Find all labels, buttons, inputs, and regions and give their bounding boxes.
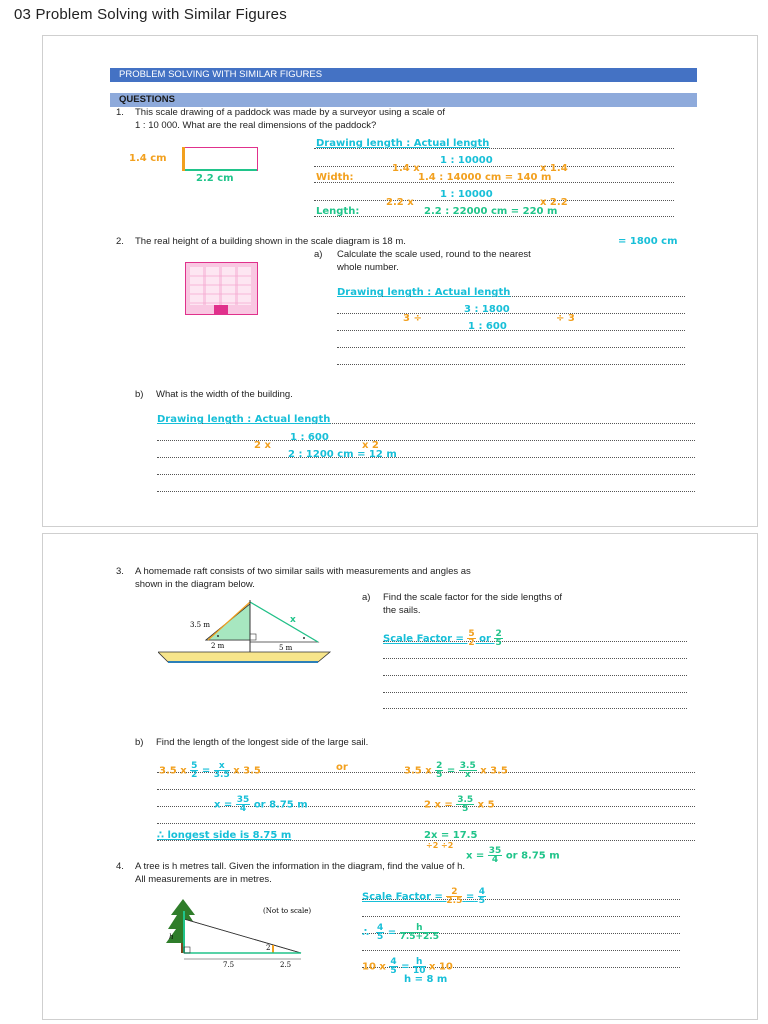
q1-hw-heading: Drawing length : Actual length	[316, 138, 490, 149]
q2a-text-line2: whole number.	[337, 262, 399, 273]
q4-text-line2: All measurements are in metres.	[135, 874, 272, 885]
q2-text: The real height of a building shown in the scale diagram is 18 m.	[135, 236, 406, 247]
base-label-7-5: 7.5	[223, 961, 235, 969]
q3b-hw-final: x = $\frac{35}{4}$ or 8.75 m	[466, 846, 560, 865]
q1-hw-ratio2: 1 : 10000	[440, 189, 493, 200]
paddock-width-label: 2.2 cm	[196, 173, 234, 184]
q2a-hw-div: 3 ÷	[403, 313, 422, 324]
q2b-hw-ratio1: 1 : 600	[290, 432, 329, 443]
paddock-width-mark	[185, 169, 257, 171]
q3b-text: Find the length of the longest side of the large sail.	[156, 737, 369, 748]
raft-sail-diagram	[158, 600, 333, 668]
q1-hw-length-label: Length:	[316, 206, 360, 217]
q3-text-line1: A homemade raft consists of two similar sails with measurements and angles as	[135, 566, 471, 577]
q1-hw-length-value: 2.2 : 22000 cm = 220 m	[424, 206, 558, 217]
q1-hw-mult2: 2.2 x	[386, 197, 414, 208]
base-label-2-5: 2.5	[280, 961, 292, 969]
q1-text-line2: 1 : 10 000. What are the real dimensions of the paddock?	[135, 120, 377, 131]
tree-triangle-diagram	[163, 897, 333, 969]
q2-number: 2.	[116, 236, 124, 247]
q2b-hw-mult: 2 x	[254, 440, 271, 451]
q2a-text-line1: Calculate the scale used, round to the nearest	[337, 249, 531, 260]
q1-hw-mult1: 1.4 x	[392, 163, 420, 174]
q3a-hw-scale-factor: Scale Factor = $\frac{5}{2}$ or $\frac{2}{5}$	[383, 629, 502, 648]
questions-header: QUESTIONS	[110, 93, 697, 107]
q3b-label: b)	[135, 737, 144, 748]
q3b-hw-line1-left: 3.5 x $\frac{5}{2}$ = $\frac{x}{3.5}$ x 3.5	[159, 761, 261, 780]
q1-hw-width-label: Width:	[316, 172, 354, 183]
q4-text-line1: A tree is h metres tall. Given the information in the diagram, find the value of h.	[135, 861, 466, 872]
building-drawing	[185, 262, 259, 316]
pole-label-2: 2	[266, 944, 271, 952]
q2a-hw-ratio1: 3 : 1800	[464, 304, 510, 315]
section-banner: PROBLEM SOLVING WITH SIMILAR FIGURES	[110, 68, 697, 82]
sail-label-3-5: 3.5 m	[190, 621, 210, 629]
q2a-label: a)	[314, 249, 323, 260]
q1-hw-mult1b: x 1.4	[540, 163, 568, 174]
sail-label-5: 5 m	[279, 644, 293, 652]
paddock-height-mark	[182, 147, 185, 171]
paddock-height-label: 1.4 cm	[129, 153, 167, 164]
q3-number: 3.	[116, 566, 124, 577]
q4-hw-equation1: ∴ $\frac{4}{5}$ = $\frac{h}{7.5+2.5}$	[362, 923, 439, 942]
q2b-hw-heading: Drawing length : Actual length	[157, 414, 331, 425]
q3b-hw-longest: ∴ longest side is 8.75 m	[157, 830, 292, 841]
q2a-hw-ratio2: 1 : 600	[468, 321, 507, 332]
diagram-note: (Not to scale)	[263, 907, 312, 915]
q4-hw-scale-factor: Scale Factor = $\frac{2}{2.5}$ = $\frac{4}{5}$	[362, 887, 485, 906]
q2-hw-conversion: = 1800 cm	[618, 236, 678, 247]
q3b-hw-or: or	[336, 762, 348, 773]
q3a-label: a)	[362, 592, 371, 603]
sail-label-x: x	[290, 615, 296, 625]
tree-label-h: h	[169, 933, 174, 941]
q3b-hw-line2-right: 2 x = $\frac{3.5}{5}$ x 5	[424, 795, 495, 814]
paddock-rectangle	[184, 147, 258, 171]
q1-hw-ratio1: 1 : 10000	[440, 155, 493, 166]
q3b-hw-2x: 2x = 17.5	[424, 830, 478, 841]
q2b-text: What is the width of the building.	[156, 389, 293, 400]
q2a-hw-divb: ÷ 3	[556, 313, 575, 324]
q4-hw-answer: h = 8 m	[404, 974, 448, 985]
q3a-text-line1: Find the scale factor for the side lengths of	[383, 592, 563, 603]
q2b-label: b)	[135, 389, 144, 400]
q4-number: 4.	[116, 861, 124, 872]
q3b-hw-line1-right: 3.5 x $\frac{2}{5}$ = $\frac{3.5}{x}$ x 3.5	[404, 761, 508, 780]
q2b-hw-ratio2: 2 : 1200 cm = 12 m	[288, 449, 397, 460]
q4-hw-equation2: 10 x $\frac{4}{5}$ = $\frac{h}{10}$ x 10	[362, 957, 453, 976]
q2b-hw-multb: x 2	[362, 440, 379, 451]
sail-label-2: 2 m	[211, 642, 225, 650]
page-title: 03 Problem Solving with Similar Figures	[14, 6, 287, 23]
q1-text-line1: This scale drawing of a paddock was made by a surveyor using a scale of	[135, 107, 445, 118]
q3b-hw-x-result: x = $\frac{35}{4}$ or 8.75 m	[214, 795, 308, 814]
q2a-hw-heading: Drawing length : Actual length	[337, 287, 511, 298]
q1-hw-mult2b: x 2.2	[540, 197, 568, 208]
q3-text-line2: shown in the diagram below.	[135, 579, 255, 590]
q3a-text-line2: the sails.	[383, 605, 421, 616]
q1-number: 1.	[116, 107, 124, 118]
q3b-hw-div2: ÷2 ÷2	[426, 841, 454, 850]
q1-hw-width-value: 1.4 : 14000 cm = 140 m	[418, 172, 552, 183]
